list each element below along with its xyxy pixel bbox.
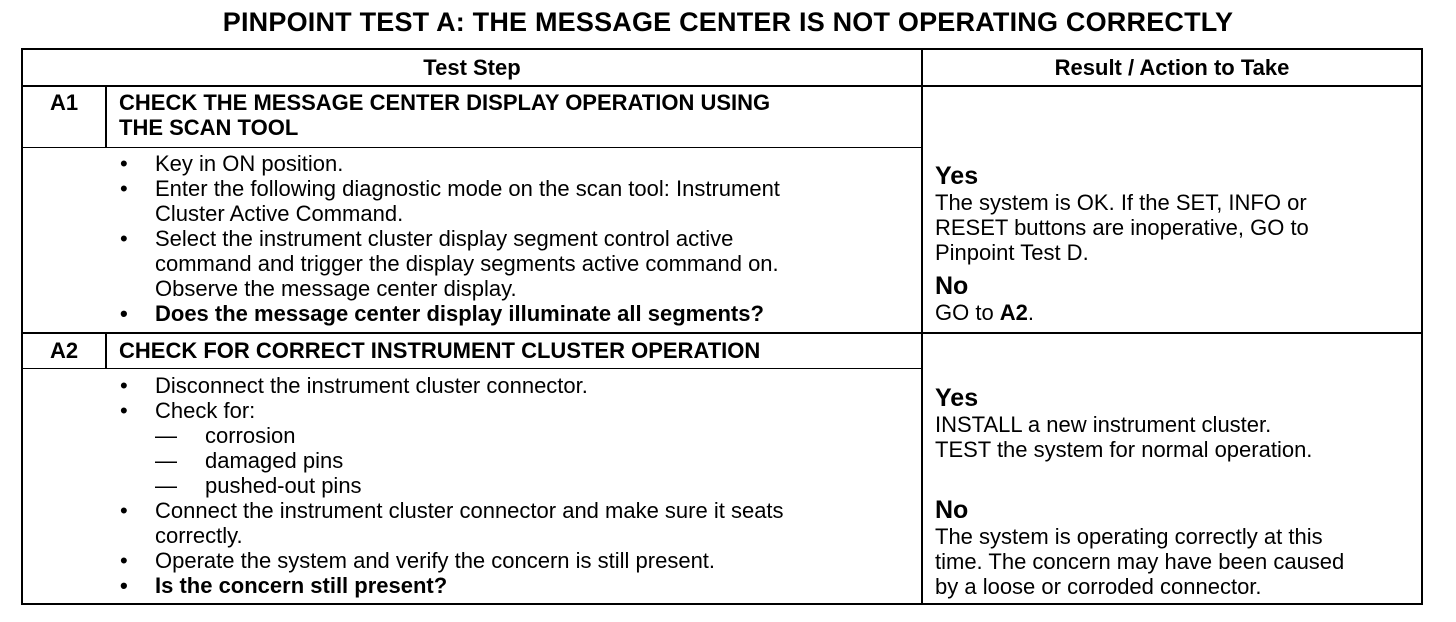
list-item: • Disconnect the instrument cluster connector. [120, 373, 588, 398]
result-a2-yes-text: INSTALL a new instrument cluster. TEST the system for normal operation. [935, 412, 1313, 462]
a2-title-divider [23, 368, 921, 369]
sub-list-item: — corrosion [155, 423, 296, 448]
result-a1-no-label: No [935, 272, 969, 300]
list-item-question: • Does the message center display illuminate all segments? [120, 301, 764, 326]
list-item: • Select the instrument cluster display segment control active command and trigger the display segments active command on. Observe the message center display. [120, 226, 779, 301]
step-id-a1: A1 [49, 90, 79, 115]
header-test-step: Test Step [423, 55, 521, 80]
list-item: • Operate the system and verify the concern is still present. [120, 548, 716, 573]
pinpoint-test-table [21, 48, 1423, 605]
step-title-a2-line1: CHECK FOR CORRECT INSTRUMENT CLUSTER OPERATION [119, 338, 761, 363]
result-a1 [923, 162, 1421, 325]
list-item: • Key in ON position. [120, 151, 344, 176]
result-a1-no-text: GO to A2. [935, 300, 1035, 325]
page-title: PINPOINT TEST A: THE MESSAGE CENTER IS NOT OPERATING CORRECTLY [222, 7, 1234, 37]
a1-title-divider [23, 147, 921, 148]
step-title-a1 [107, 90, 921, 140]
result-a2-yes-label: Yes [935, 384, 979, 412]
result-a1-yes-text: The system is OK. If the SET, INFO or RESET buttons are inoperative, GO to Pinpoint Test D. [935, 190, 1309, 265]
step-id-a2: A2 [49, 338, 79, 363]
result-a1-yes-label: Yes [935, 162, 979, 190]
step-title-a2 [107, 336, 921, 366]
result-a2-no-label: No [935, 496, 969, 524]
list-item: • Connect the instrument cluster connector and make sure it seats correctly. [120, 498, 784, 548]
step-divider [23, 332, 1421, 334]
step-title-a1-line1: CHECK THE MESSAGE CENTER DISPLAY OPERATION USING [119, 90, 771, 115]
list-item: • Enter the following diagnostic mode on the scan tool: Instrument Cluster Active Command. [120, 176, 780, 226]
header-result-action: Result / Action to Take [1054, 55, 1290, 80]
sub-list-item: — pushed-out pins [155, 473, 362, 498]
list-item-question: • Is the concern still present? [120, 573, 448, 598]
list-item: • Check for: — corrosion — damaged pins — pushed-out pins [107, 398, 921, 498]
result-a2 [923, 384, 1421, 599]
step-body-a1 [107, 151, 921, 326]
step-body-a2 [107, 373, 921, 598]
sub-list-item: — damaged pins [155, 448, 344, 473]
step-title-a1-line2: THE SCAN TOOL [119, 115, 299, 140]
result-a2-no-text: The system is operating correctly at this time. The concern may have been caused by a loose or corroded connector. [935, 524, 1345, 599]
